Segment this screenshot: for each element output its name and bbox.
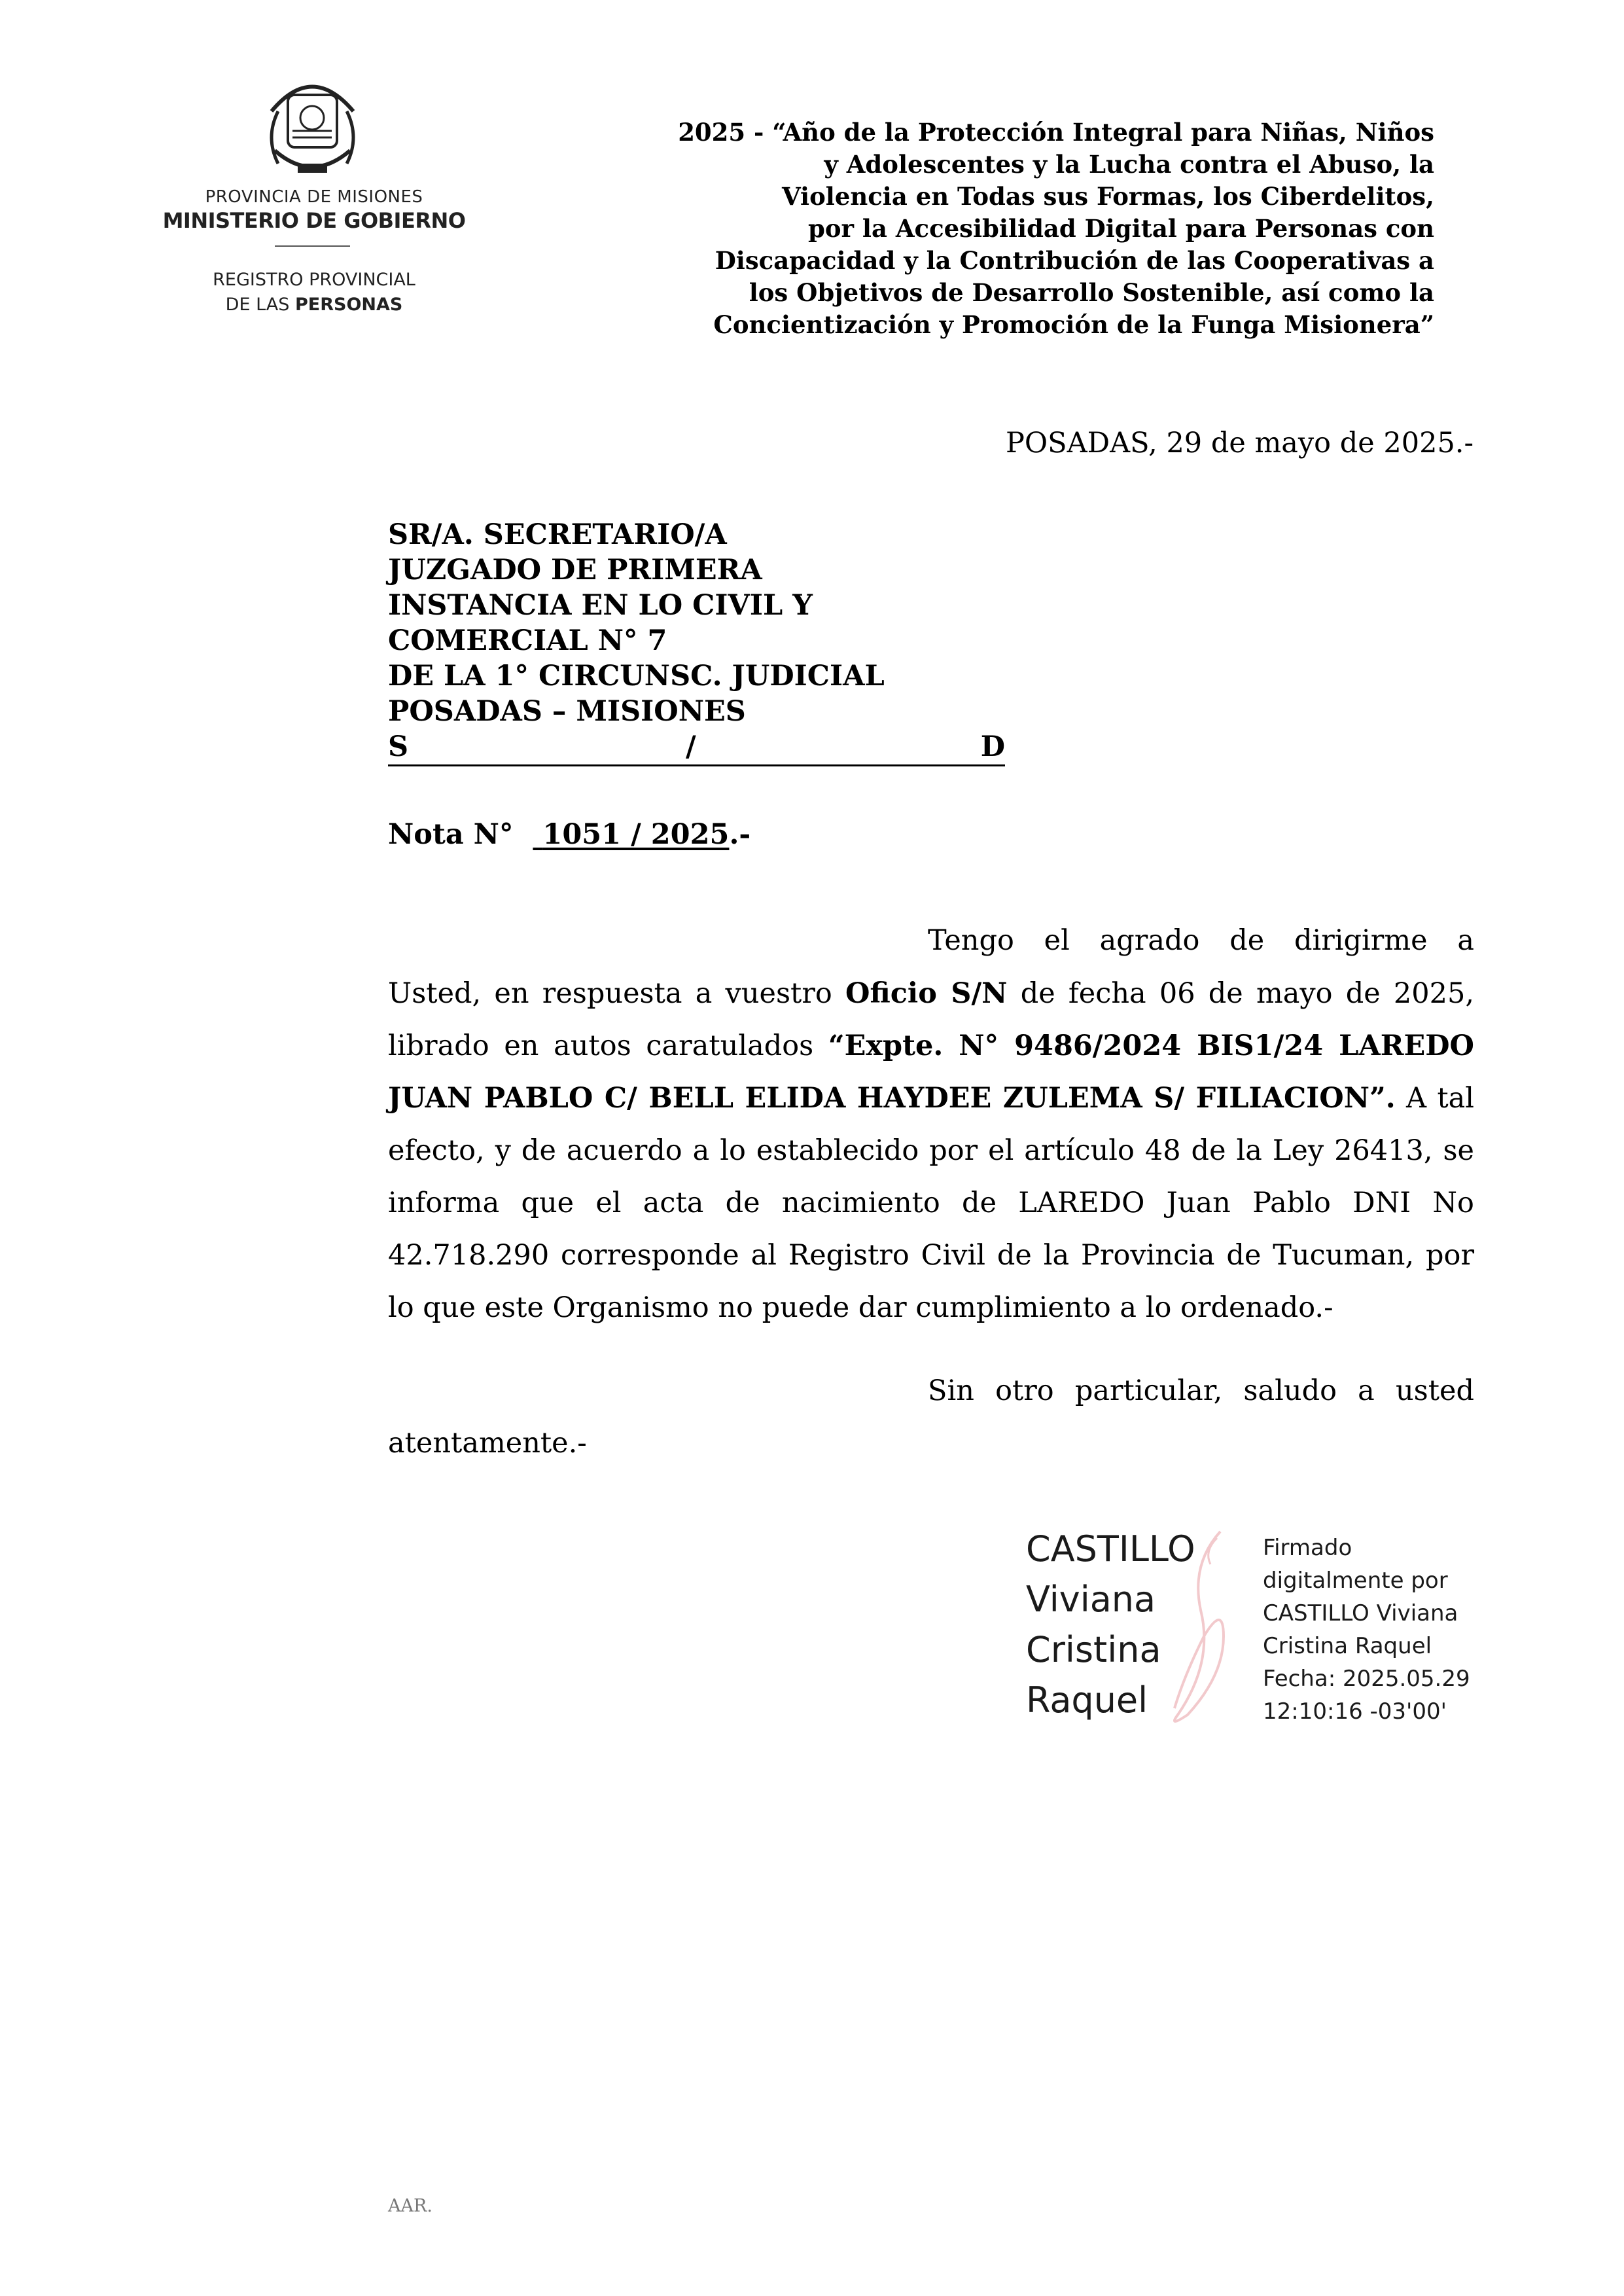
note-number-value: 1051 / 2025 [542, 818, 730, 851]
note-number: Nota N° 1051 / 2025.- [388, 818, 751, 851]
registry-name-line1: REGISTRO PROVINCIAL [213, 270, 415, 290]
author-initials: AAR. [388, 2196, 432, 2216]
sd-line [388, 729, 1005, 766]
body-line-6: informa que el acta de nacimiento de LAREDO Juan Pablo DNI No [388, 1187, 1474, 1219]
body-line-8: lo que este Organismo no puede dar cumplimiento a lo ordenado.- [388, 1291, 1333, 1324]
motto-line: Concientización y Promoción de la Funga Misionera” [713, 310, 1434, 339]
case-reference: “Expte. N° 9486/2024 BIS1/24 LAREDO [828, 1030, 1474, 1062]
addressee-line: DE LA 1° CIRCUNSC. JUDICIAL [388, 660, 885, 692]
motto-line: Violencia en Todas sus Formas, los Ciberdelitos, [781, 182, 1434, 211]
sd-s: S [388, 730, 409, 763]
motto-line: Discapacidad y la Contribución de las Cooperativas a [715, 246, 1434, 275]
body-line-4: JUAN PABLO C/ BELL ELIDA HAYDEE ZULEMA S/ FILIACION”. A tal [388, 1082, 1474, 1115]
body-line-1: Tengo el agrado de dirigirme a [928, 924, 1474, 957]
sd-slash: / [686, 730, 696, 763]
note-label: Nota N° [388, 818, 514, 851]
provincial-seal-logo [252, 65, 373, 187]
addressee-block [388, 517, 1005, 766]
province-name: PROVINCIA DE MISIONES [205, 187, 423, 207]
motto-line: 2025 - “Año de la Protección Integral para Niñas, Niños [678, 118, 1434, 147]
year-motto [616, 117, 1434, 341]
registry-name-line2: DE LAS PERSONAS [225, 295, 403, 315]
addressee-line: INSTANCIA EN LO CIVIL Y [388, 589, 813, 622]
motto-line: los Objetivos de Desarrollo Sostenible, así como la [749, 278, 1434, 307]
signature-watermark-icon [1152, 1525, 1250, 1728]
addressee-line: POSADAS – MISIONES [388, 695, 746, 728]
sd-d: D [980, 730, 1005, 763]
signer-name: CASTILLO Viviana Cristina Raquel [1026, 1528, 1195, 1721]
oficio-reference: Oficio S/N [845, 977, 1008, 1010]
digital-signature-details: Firmado digitalmente por CASTILLO Viviana Cristina Raquel Fecha: 2025.05.29 12:10:16 -03'00' [1263, 1535, 1470, 1725]
document-date: POSADAS, 29 de mayo de 2025.- [1005, 427, 1474, 459]
body-line-5: efecto, y de acuerdo a lo establecido por el artículo 48 de la Ley 26413, se [388, 1134, 1474, 1167]
ministry-name: MINISTERIO DE GOBIERNO [162, 208, 466, 233]
addressee-line: COMERCIAL N° 7 [388, 624, 667, 657]
motto-line: y Adolescentes y la Lucha contra el Abuso, la [824, 150, 1434, 179]
body-line-2: Usted, en respuesta a vuestro Oficio S/N de fecha 06 de mayo de 2025, [388, 977, 1475, 1010]
closing-line-1: Sin otro particular, saludo a usted [928, 1374, 1474, 1407]
body-line-3: librado en autos caratulados “Expte. N° 9486/2024 BIS1/24 LAREDO [388, 1030, 1474, 1062]
addressee-line: SR/A. SECRETARIO/A [388, 518, 727, 551]
addressee-line: JUZGADO DE PRIMERA [388, 554, 762, 586]
letterhead-divider [275, 245, 350, 247]
closing-line-2: atentamente.- [388, 1427, 587, 1460]
motto-line: por la Accesibilidad Digital para Personas con [808, 214, 1434, 243]
body-line-7: 42.718.290 corresponde al Registro Civil de la Provincia de Tucuman, por [388, 1239, 1474, 1272]
case-reference-cont: JUAN PABLO C/ BELL ELIDA HAYDEE ZULEMA S/ FILIACION”. [388, 1082, 1396, 1115]
